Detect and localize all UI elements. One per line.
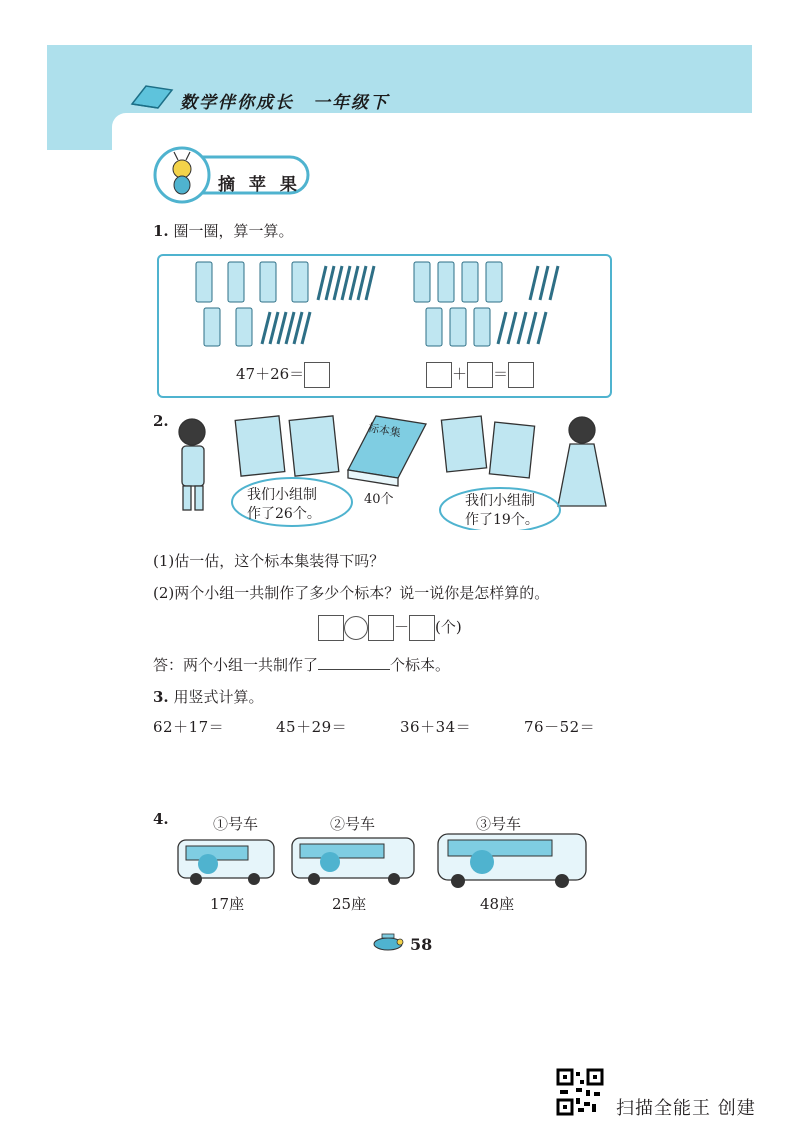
bee-plane-icon — [368, 932, 408, 954]
q2-sub2: (2)两个小组一共制作了多少个标本？说一说你是怎样算的。 — [153, 584, 550, 602]
q1-prompt: 圈一圈，算一算。 — [173, 222, 294, 240]
bus-2-seats: 25座 — [332, 895, 367, 913]
answer-box[interactable] — [409, 615, 435, 641]
bus-3-seats: 48座 — [480, 895, 515, 913]
equals-sign: ＝ — [493, 365, 509, 383]
bus-1-seats: 17座 — [210, 895, 245, 913]
minus-sign: － — [394, 618, 410, 636]
answer-box[interactable] — [467, 362, 493, 388]
q1-number: 1. — [153, 222, 169, 240]
section-badge-label: 摘 苹 果 — [218, 175, 301, 195]
q3-prompt: 用竖式计算。 — [173, 688, 264, 706]
q2-number: 2. — [153, 412, 169, 430]
stick-bundles-illustration — [190, 258, 590, 348]
pencil-logo-icon — [130, 80, 174, 110]
q4-number-wrap — [153, 810, 169, 828]
q3-item: 45＋29＝ — [276, 718, 348, 736]
answer-blank[interactable] — [318, 655, 390, 670]
bus-3-label: ③号车 — [476, 815, 522, 833]
q1-equation-left — [236, 362, 330, 388]
q2-album-caption: 40个 — [364, 492, 394, 507]
answer-box[interactable] — [508, 362, 534, 388]
unit-label: (个) — [435, 618, 462, 636]
answer-box[interactable] — [368, 615, 394, 641]
q3-item: 36＋34＝ — [400, 718, 472, 736]
answer-box[interactable] — [426, 362, 452, 388]
q2-equation — [318, 615, 462, 641]
q2-sub1: (1)估一估，这个标本集装得下吗？ — [153, 552, 385, 570]
q2-number-wrap — [153, 412, 169, 430]
operator-circle[interactable] — [344, 616, 368, 640]
q2-answer-after: 个标本。 — [390, 656, 451, 674]
page-number: 58 — [410, 935, 433, 954]
q2-girl-bubble-line1: 我们小组制 — [465, 493, 535, 509]
buses-illustration — [174, 832, 594, 892]
q4-number: 4. — [153, 810, 169, 828]
bus-1-label: ①号车 — [213, 815, 259, 833]
q3-item: 62＋17＝ — [153, 718, 225, 736]
answer-box[interactable] — [304, 362, 330, 388]
q2-album-title-label: 标本集 — [367, 421, 402, 440]
q1-equation-right — [426, 362, 534, 388]
q2-boy-bubble — [247, 486, 321, 524]
q2-boy-bubble-line2: 作了26个。 — [247, 506, 321, 522]
q1-equation-left-text: 47＋26＝ — [236, 365, 305, 383]
plus-sign: ＋ — [452, 365, 468, 383]
q2-boy-bubble-line1: 我们小组制 — [247, 487, 317, 503]
q3-number: 3. — [153, 688, 169, 706]
q2-answer-before: 答：两个小组一共制作了 — [153, 656, 319, 674]
q2-girl-bubble-line2: 作了19个。 — [465, 512, 539, 528]
q2-girl-bubble — [465, 492, 539, 530]
q3-item: 76－52＝ — [524, 718, 596, 736]
q2-answer — [153, 654, 450, 675]
scanner-watermark: 扫描全能王 创建 — [616, 1098, 756, 1119]
header-title: 数学伴你成长 一年级下 — [180, 93, 389, 113]
bus-2-label: ②号车 — [330, 815, 376, 833]
answer-box[interactable] — [318, 615, 344, 641]
q3-heading — [153, 686, 263, 707]
qr-code-icon — [556, 1068, 604, 1116]
q1-heading — [153, 220, 293, 241]
